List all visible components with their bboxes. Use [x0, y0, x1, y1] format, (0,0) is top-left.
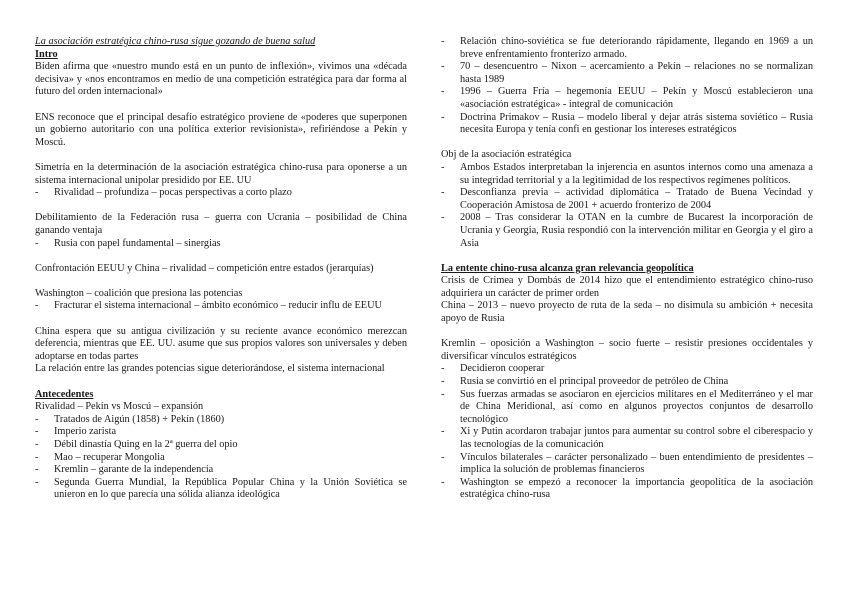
list-item: - Desconfianza previa – actividad diplomática – Tratado de Buena Vecindad y Cooperación Amistosa de 2001 + acuerdo fronterizo de 2004 [441, 187, 813, 212]
intro-paragraph-3: Simetría en la determinación de la asociación estratégica chino-rusa para oponerse a un sistema internacional unipolar presidido por EE. UU [35, 161, 407, 186]
list-item: - Ambos Estados interpretaban la injerencia en asuntos internos como una amenaza a su integridad territorial y a la legitimidad de los respectivos regímenes políticos. [441, 162, 813, 187]
entente-paragraph-1: Crisis de Crimea y Dombás de 2014 hizo que el entendimiento estratégico chino-ruso adquiriera un carácter de primer orden [441, 275, 813, 299]
list-item: - Tratados de Aigún (1858) + Pekín (1860) [35, 414, 407, 427]
intro-paragraph-2: ENS reconoce que el principal desafío estratégico proviene de «poderes que superponen un gobierno autoritario con una política exterior revisionista», refiriéndose a Pekín y Moscú. [35, 111, 407, 148]
list-item: - Rivalidad – profundiza – pocas perspectivas a corto plazo [35, 187, 407, 200]
intro-paragraph-6: Washington – coalición que presiona las potencias [35, 287, 243, 299]
list-item: - Rusia se convirtió en el principal proveedor de petróleo de China [441, 376, 813, 389]
antecedentes-list [35, 414, 407, 502]
intro-list-2 [35, 238, 407, 251]
entente-paragraph-3: Kremlin – oposición a Washington – socio fuerte – resistir presiones occidentales y diversificar vínculos estratégicos [441, 338, 813, 362]
list-item: - 1996 – Guerra Fría – hegemonía EEUU – Pekín y Moscú establecieron una «asociación estratégica» - integral de comunicación [441, 86, 813, 111]
list-item: - Fracturar el sistema internacional – ámbito económico – reducir influ de EEUU [35, 300, 407, 313]
list-item: - Rusia con papel fundamental – sinergias [35, 238, 407, 251]
list-item: - Vínculos bilaterales – carácter personalizado – buen entendimiento de presidentes – implica la solución de problemas financieros [441, 452, 813, 477]
intro-heading: Intro [35, 48, 58, 60]
entente-heading: La entente chino-rusa alcanza gran relevancia geopolítica [441, 262, 694, 274]
document-title: La asociación estratégica chino-rusa sigue gozando de buena salud [35, 36, 316, 47]
list-item: - Imperio zarista [35, 426, 407, 439]
list-item: - Doctrina Primakov – Rusia – modelo liberal y dejar atrás sistema soviético – Rusia necesita Europa y tenía confi en gestionar los intereses estratégicos [441, 112, 813, 137]
list-item: - Xi y Putin acordaron trabajar juntos para aumentar su control sobre el ciberespacio y las tecnologías de la comunicación [441, 426, 813, 451]
intro-list-1 [35, 187, 407, 200]
intro-paragraph-5: Confrontación EEUU y China – rivalidad – competición entre estados (jerarquías) [35, 262, 374, 274]
list-item: - Débil dinastía Quing en la 2ª guerra del opio [35, 439, 407, 452]
objectives-paragraph: Obj de la asociación estratégica [441, 149, 572, 161]
list-item: - Segunda Guerra Mundial, la República Popular China y la Unión Soviética se unieron en lo que parecía una sólida alianza ideológica [35, 477, 407, 502]
list-item: - Relación chino-soviética se fue deteriorando rápidamente, llegando en 1969 a un breve enfrentamiento fronterizo armado. [441, 36, 813, 61]
antecedentes-paragraph: Rivalidad – Pekín vs Moscú – expansión [35, 401, 204, 413]
entente-list [441, 363, 813, 502]
intro-paragraph-8: La relación entre las grandes potencias sigue deteriorándose, el sistema internacional [35, 363, 385, 375]
list-item: - 2008 – Tras considerar la OTAN en la cumbre de Bucarest la incorporación de Ucrania y Georgia, Rusia respondió con la intervención militar en Georgia y el giro a Asia [441, 212, 813, 250]
left-column [35, 36, 407, 502]
list-item: - 70 – desencuentro – Nixon – acercamiento a Pekín – relaciones no se normalizan hasta 1989 [441, 61, 813, 86]
list-item: - Washington se empezó a reconocer la importancia geopolítica de la asociación estratégica chino-rusa [441, 477, 813, 502]
antecedentes-heading: Antecedentes [35, 388, 94, 400]
intro-list-3 [35, 300, 407, 313]
intro-paragraph-1: Biden afirma que «nuestro mundo está en un punto de inflexión», vivimos una «década decisiva» y «nos encontramos en medio de una competición estratégica para dar forma al futuro del orden internacional» [35, 61, 407, 98]
intro-paragraph-4: Debilitamiento de la Federación rusa – guerra con Ucrania – posibilidad de China ganando ventaja [35, 212, 407, 236]
intro-paragraph-7: China espera que su antigua civilización y su reciente avance económico merezcan deferencia, mientras que EE. UU. asume que sus propios valores son universales y deben adoptarse en todas partes [35, 325, 407, 362]
entente-paragraph-2: China – 2013 – nuevo proyecto de ruta de la seda – no disimula su ambición + necesita apoyo de Rusia [441, 300, 813, 325]
antecedentes-list-continued [441, 36, 813, 137]
list-item: - Kremlin – garante de la independencia [35, 464, 407, 477]
list-item: - Decidieron cooperar [441, 363, 813, 376]
right-column [441, 36, 813, 502]
objectives-list [441, 162, 813, 250]
list-item: - Sus fuerzas armadas se asociaron en ejercicios militares en el Mediterráneo y el mar de China Meridional, así como en algunos proyectos conjuntos de desarrollo tecnológico [441, 389, 813, 427]
list-item: - Mao – recuperar Mongolia [35, 452, 407, 465]
